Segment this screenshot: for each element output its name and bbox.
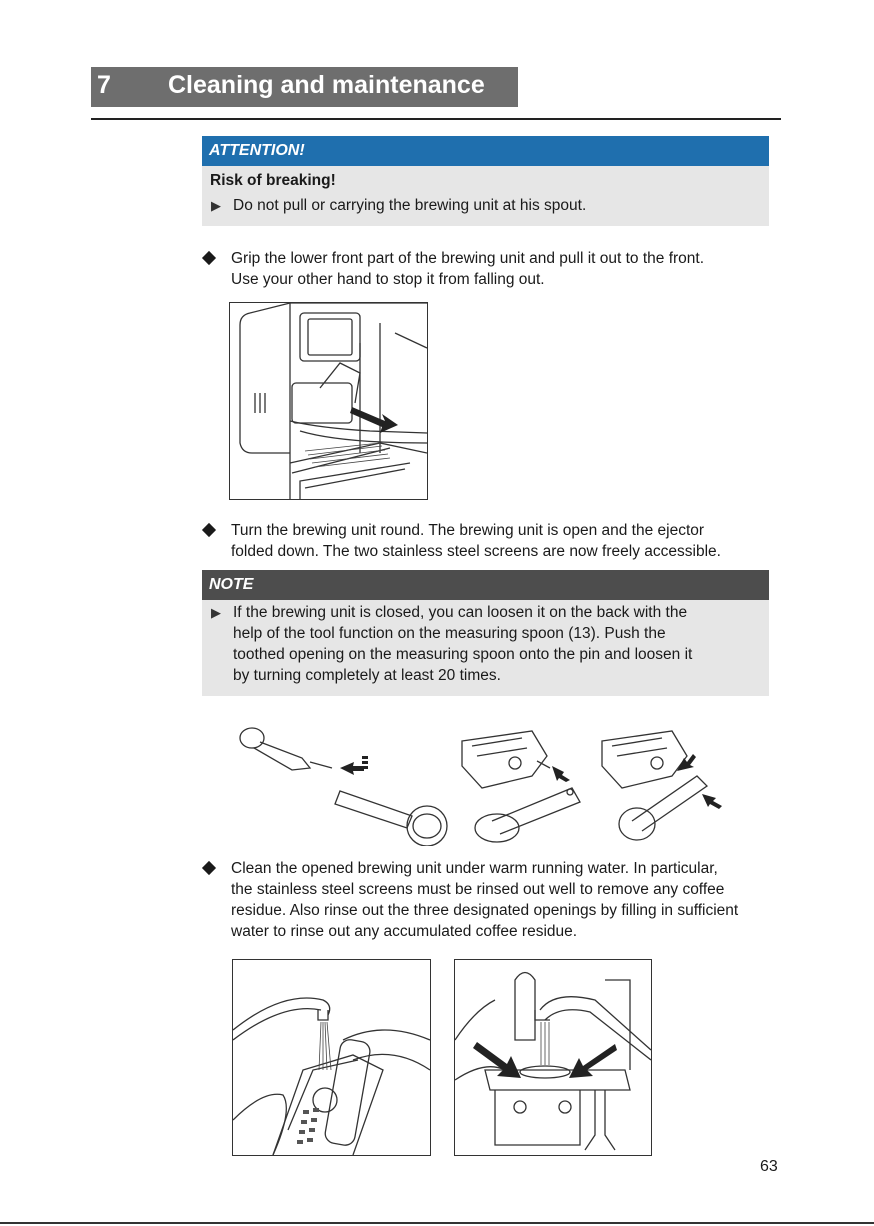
figure-measuring-spoon-tool bbox=[232, 716, 732, 846]
note-heading: NOTE bbox=[202, 570, 769, 600]
page-number: 63 bbox=[760, 1158, 778, 1175]
note-line-4: by turning completely at least 20 times. bbox=[233, 667, 501, 684]
figure-rinse-openings bbox=[454, 959, 652, 1156]
step-1-line-2: Use your other hand to stop it from falling out. bbox=[231, 271, 545, 288]
step-1-line-1: Grip the lower front part of the brewing unit and pull it out to the front. bbox=[231, 250, 705, 267]
step-3 bbox=[202, 858, 777, 942]
figure-rinse-screens bbox=[232, 959, 431, 1156]
note-box bbox=[202, 570, 769, 696]
diamond-bullet-icon bbox=[202, 861, 216, 875]
note-line-3: toothed opening on the measuring spoon onto the pin and loosen it bbox=[233, 646, 693, 663]
step-2 bbox=[202, 520, 777, 562]
note-line-2: help of the tool function on the measuring spoon (13). Push the bbox=[233, 625, 666, 642]
chapter-header bbox=[91, 67, 518, 107]
bottom-rule bbox=[0, 1222, 874, 1224]
step-2-line-2: folded down. The two stainless steel screens are now freely accessible. bbox=[231, 543, 721, 560]
chapter-number: 7 bbox=[97, 71, 111, 99]
step-3-line-2: the stainless steel screens must be rinsed out well to remove any coffee bbox=[231, 881, 725, 898]
attention-subheading: Risk of breaking! bbox=[210, 172, 336, 189]
chapter-title: Cleaning and maintenance bbox=[168, 71, 485, 99]
header-rule bbox=[91, 118, 781, 120]
attention-box bbox=[202, 136, 769, 226]
attention-heading: ATTENTION! bbox=[202, 136, 769, 166]
step-3-line-4: water to rinse out any accumulated coffee residue. bbox=[231, 923, 578, 940]
step-2-line-1: Turn the brewing unit round. The brewing unit is open and the ejector bbox=[231, 522, 705, 539]
triangle-bullet-icon: ▶ bbox=[211, 605, 221, 620]
figure-pull-out-brewing-unit bbox=[229, 302, 428, 500]
step-1 bbox=[202, 248, 777, 290]
note-line-1: ▶ If the brewing unit is closed, you can loosen it on the back with the bbox=[211, 604, 688, 621]
diamond-bullet-icon bbox=[202, 251, 216, 265]
step-3-line-3: residue. Also rinse out the three designated openings by filling in sufficient bbox=[231, 902, 739, 919]
diamond-bullet-icon bbox=[202, 523, 216, 537]
triangle-bullet-icon: ▶ bbox=[211, 198, 221, 213]
step-3-line-1: Clean the opened brewing unit under warm running water. In particular, bbox=[231, 860, 718, 877]
attention-item-text: Do not pull or carrying the brewing unit at his spout. bbox=[233, 197, 587, 214]
attention-item bbox=[202, 195, 769, 216]
